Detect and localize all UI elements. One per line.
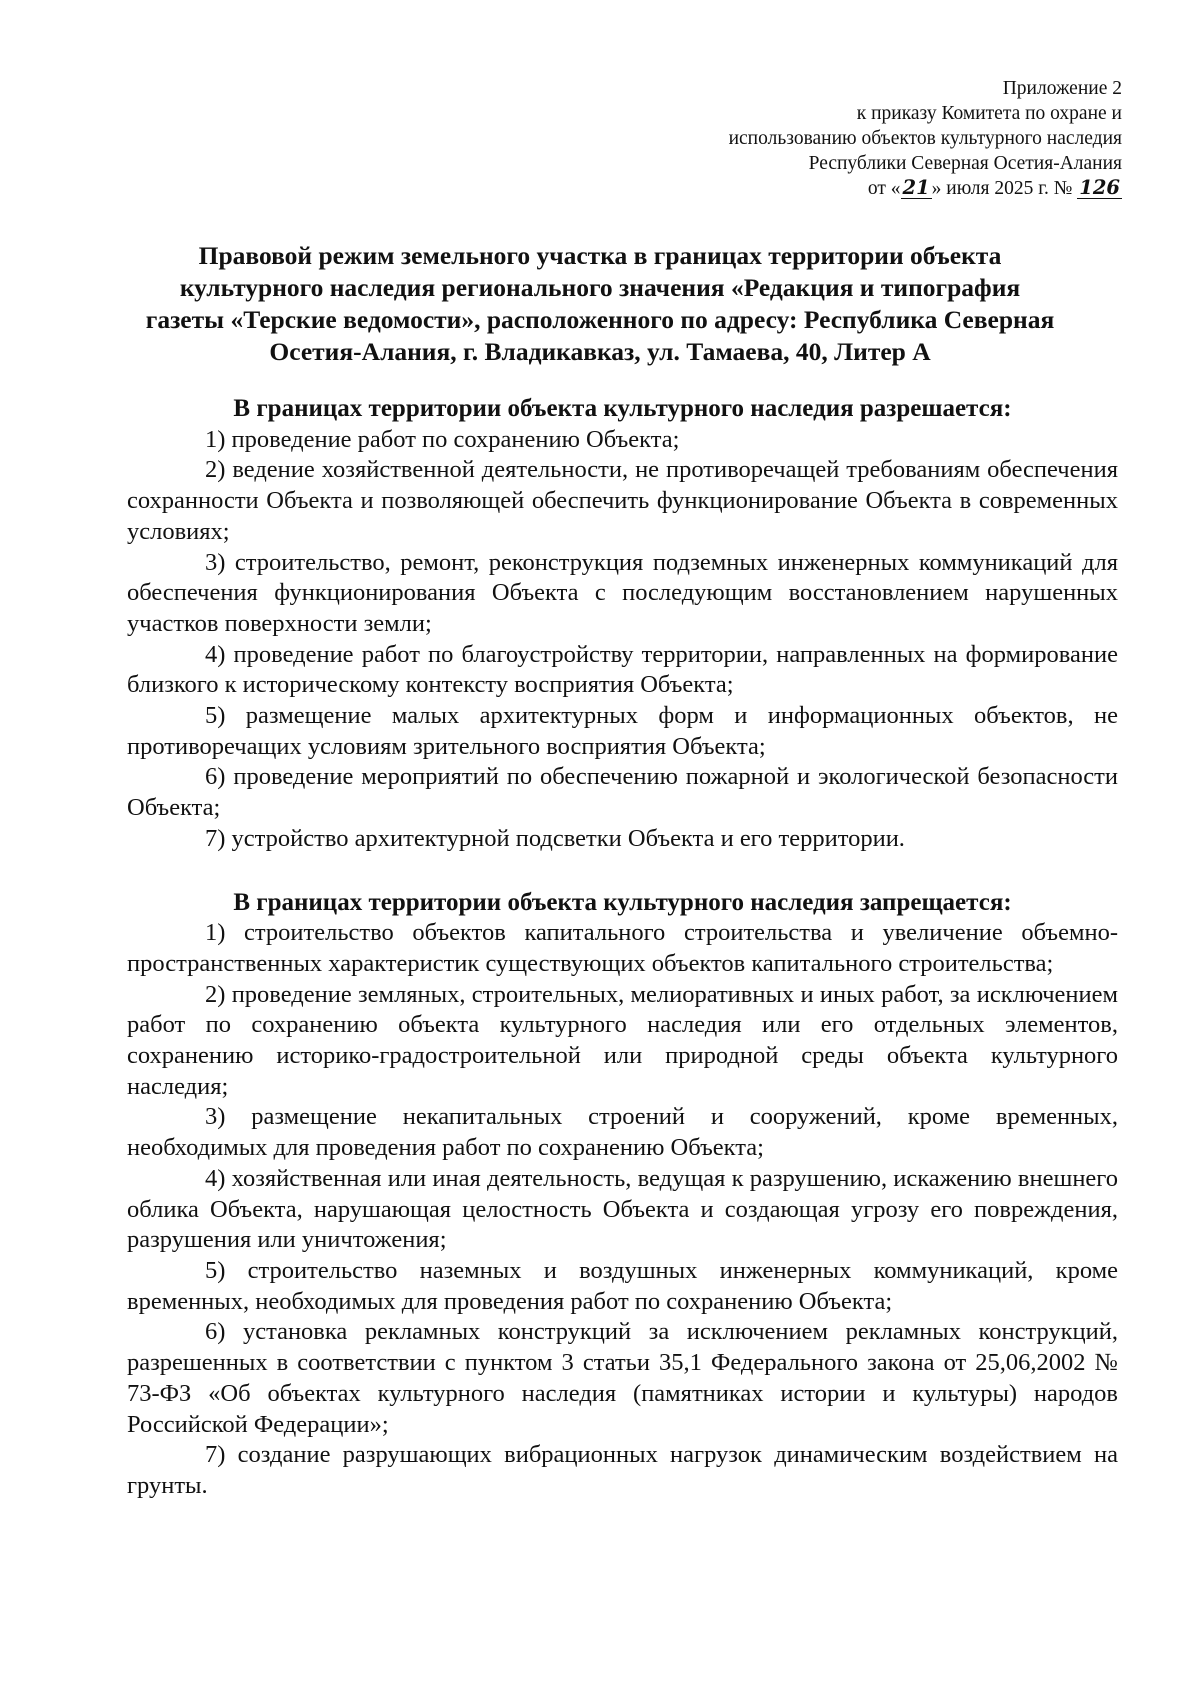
handwritten-order-number: 126 <box>1079 176 1120 199</box>
title-line-4: Осетия-Алания, г. Владикавказ, ул. Тамаева, 40, Литер А <box>269 337 931 366</box>
allowed-item-3: 3) строительство, ремонт, реконструкция подземных инженерных коммуникаций для обеспечения функционирования Объекта с последующим восстановлением нарушенных участков поверхности земли; <box>127 548 1118 637</box>
forbidden-item-4: 4) хозяйственная или иная деятельность, ведущая к разрушению, искажению внешнего облика Объекта, нарушающая целостность Объекта и создающая угрозу его повреждения, разрушения или уничтожения; <box>127 1164 1118 1254</box>
forbidden-item-1: 1) строительство объектов капитального строительства и увеличение объемно-пространственных характеристик существующих объектов капитального строительства; <box>127 919 1118 977</box>
forbidden-item-6: 6) установка рекламных конструкций за исключением рекламных конструкций, разрешенных в соответствии с пунктом 3 статьи 35,1 Федерального закона от 25,06,2002 № 73-ФЗ «Об объектах культурного наследия (памятниках истории и культуры) народов Российской Федерации»; <box>127 1318 1118 1438</box>
annex-title: Приложение 2 <box>1002 78 1122 99</box>
date-middle: » июля 2025 г. № <box>931 178 1073 199</box>
allowed-item-1: 1) проведение работ по сохранению Объекта; <box>205 425 680 453</box>
annex-date-line <box>522 176 1122 201</box>
allowed-heading: В границах территории объекта культурного наследия разрешается: <box>233 395 1012 422</box>
allowed-item-5: 5) размещение малых архитектурных форм и информационных объектов, не противоречащих условиям зрительного восприятия Объекта; <box>127 702 1118 760</box>
section-spacer <box>127 855 1118 888</box>
title-line-3: газеты «Терские ведомости», расположенного по адресу: Республика Северная <box>145 305 1055 334</box>
allowed-item-2: 2) ведение хозяйственной деятельности, не противоречащей требованиям обеспечения сохранности Объекта и позволяющей обеспечить функционирование Объекта в современных условиях; <box>127 456 1118 545</box>
allowed-item-7: 7) устройство архитектурной подсветки Объекта и его территории. <box>205 824 905 852</box>
forbidden-item-7: 7) создание разрушающих вибрационных нагрузок динамическим воздействием на грунты. <box>127 1441 1118 1499</box>
annex-order-ref: к приказу Комитета по охране и <box>856 103 1122 124</box>
title-line-1: Правовой режим земельного участка в границах территории объекта <box>198 241 1002 270</box>
forbidden-item-2: 2) проведение земляных, строительных, мелиоративных и иных работ, за исключением работ по сохранению объекта культурного наследия или его отдельных элементов, сохранению историко-градостроительной или природной среды объекта культурного наследия; <box>127 980 1118 1100</box>
document-body <box>127 394 1118 1502</box>
annex-republic: Республики Северная Осетия-Алания <box>808 153 1122 174</box>
annex-header <box>522 76 1122 201</box>
forbidden-heading: В границах территории объекта культурного наследия запрещается: <box>233 888 1012 916</box>
allowed-item-6: 6) проведение мероприятий по обеспечению пожарной и экологической безопасности Объекта; <box>127 763 1118 822</box>
document-title <box>120 240 1080 368</box>
annex-committee: использованию объектов культурного наследия <box>728 128 1122 149</box>
forbidden-item-3: 3) размещение некапитальных строений и сооружений, кроме временных, необходимых для проведения работ по сохранению Объекта; <box>127 1103 1118 1162</box>
allowed-item-4: 4) проведение работ по благоустройству территории, направленных на формирование близкого к историческому контексту восприятия Объекта; <box>127 640 1118 699</box>
date-prefix: от « <box>867 178 901 199</box>
forbidden-item-5: 5) строительство наземных и воздушных инженерных коммуникаций, кроме временных, необходимых для проведения работ по сохранению Объекта; <box>127 1256 1118 1315</box>
title-line-2: культурного наследия регионального значения «Редакция и типография <box>179 273 1021 302</box>
handwritten-day: 21 <box>902 176 930 199</box>
